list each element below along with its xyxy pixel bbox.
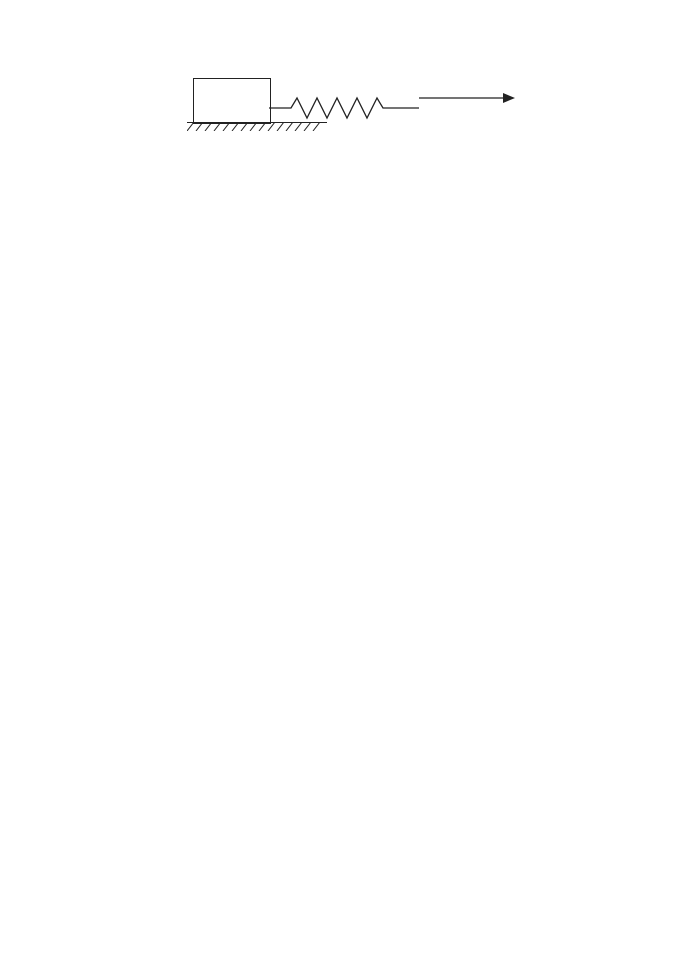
ground-hatching bbox=[187, 122, 327, 131]
velocity-arrow bbox=[419, 88, 515, 108]
mass-box bbox=[193, 78, 271, 124]
page-content bbox=[66, 58, 638, 150]
watermark bbox=[0, 937, 700, 941]
figure-12-3 bbox=[66, 58, 638, 150]
spring-symbol bbox=[269, 88, 419, 122]
